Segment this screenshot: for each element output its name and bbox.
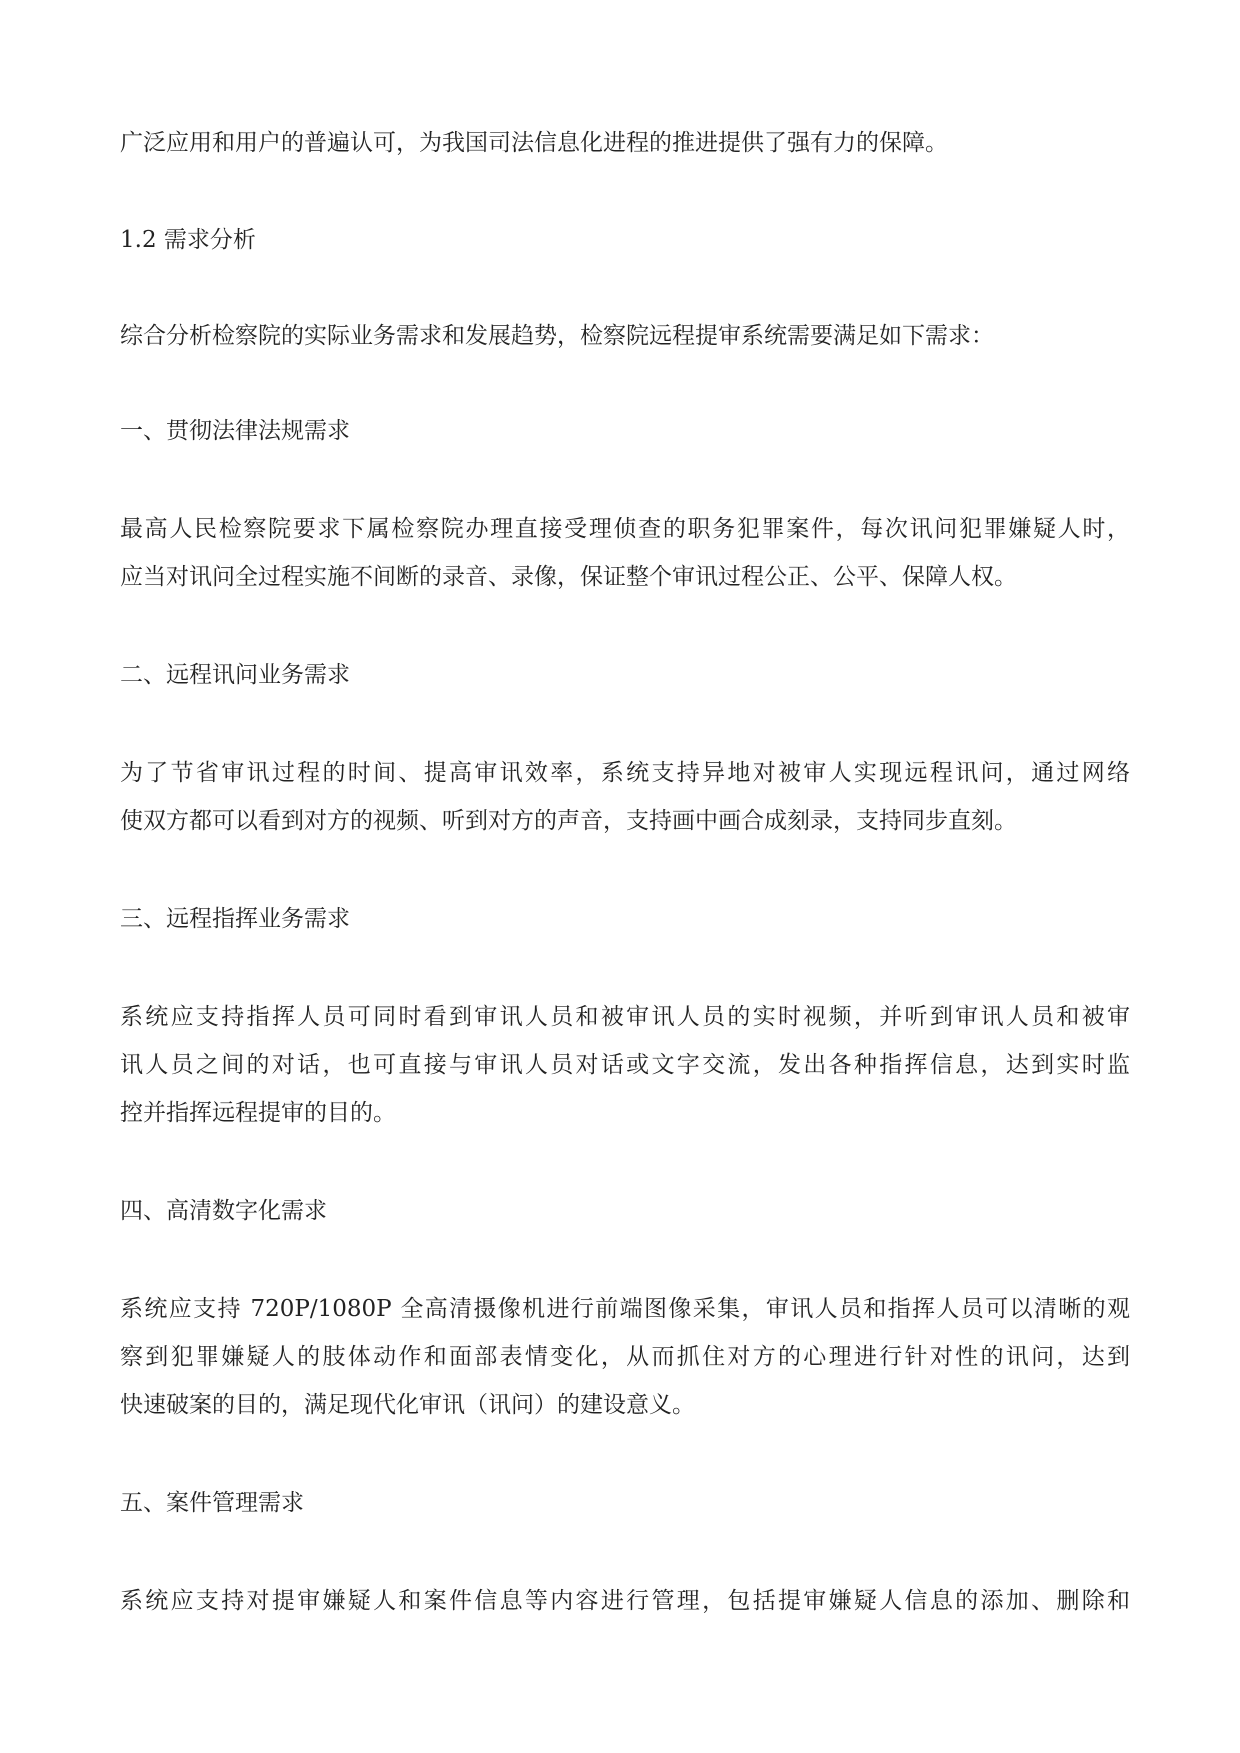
paragraph-line: 系统应支持 720P/1080P 全高清摄像机进行前端图像采集，审讯人员和指挥人员可以清晰的观	[120, 1296, 1130, 1322]
section-heading: 二、远程讯问业务需求	[120, 662, 350, 688]
paragraph-line: 使双方都可以看到对方的视频、听到对方的声音，支持画中画合成刻录，支持同步直刻。	[120, 808, 1017, 834]
paragraph-line: 为了节省审讯过程的时间、提高审讯效率，系统支持异地对被审人实现远程讯问，通过网络	[120, 760, 1130, 786]
paragraph-line: 应当对讯问全过程实施不间断的录音、录像，保证整个审讯过程公正、公平、保障人权。	[120, 564, 1017, 590]
section-heading: 三、远程指挥业务需求	[120, 906, 350, 932]
paragraph-line: 系统应支持对提审嫌疑人和案件信息等内容进行管理，包括提审嫌疑人信息的添加、删除和	[120, 1588, 1130, 1614]
section-heading: 四、高清数字化需求	[120, 1198, 327, 1224]
section-heading: 五、案件管理需求	[120, 1490, 304, 1516]
paragraph-line: 广泛应用和用户的普遍认可，为我国司法信息化进程的推进提供了强有力的保障。	[120, 130, 948, 156]
paragraph-line: 讯人员之间的对话，也可直接与审讯人员对话或文字交流，发出各种指挥信息，达到实时监	[120, 1052, 1130, 1078]
section-heading: 一、贯彻法律法规需求	[120, 418, 350, 444]
paragraph-line: 最高人民检察院要求下属检察院办理直接受理侦查的职务犯罪案件，每次讯问犯罪嫌疑人时，	[120, 516, 1130, 542]
paragraph-line: 综合分析检察院的实际业务需求和发展趋势，检察院远程提审系统需要满足如下需求：	[120, 323, 994, 349]
paragraph-line: 快速破案的目的，满足现代化审讯（讯问）的建设意义。	[120, 1392, 695, 1418]
paragraph-line: 控并指挥远程提审的目的。	[120, 1100, 396, 1126]
paragraph-line: 系统应支持指挥人员可同时看到审讯人员和被审讯人员的实时视频，并听到审讯人员和被审	[120, 1004, 1130, 1030]
section-heading: 1.2 需求分析	[120, 227, 256, 253]
paragraph-line: 察到犯罪嫌疑人的肢体动作和面部表情变化，从而抓住对方的心理进行针对性的讯问，达到	[120, 1344, 1130, 1370]
